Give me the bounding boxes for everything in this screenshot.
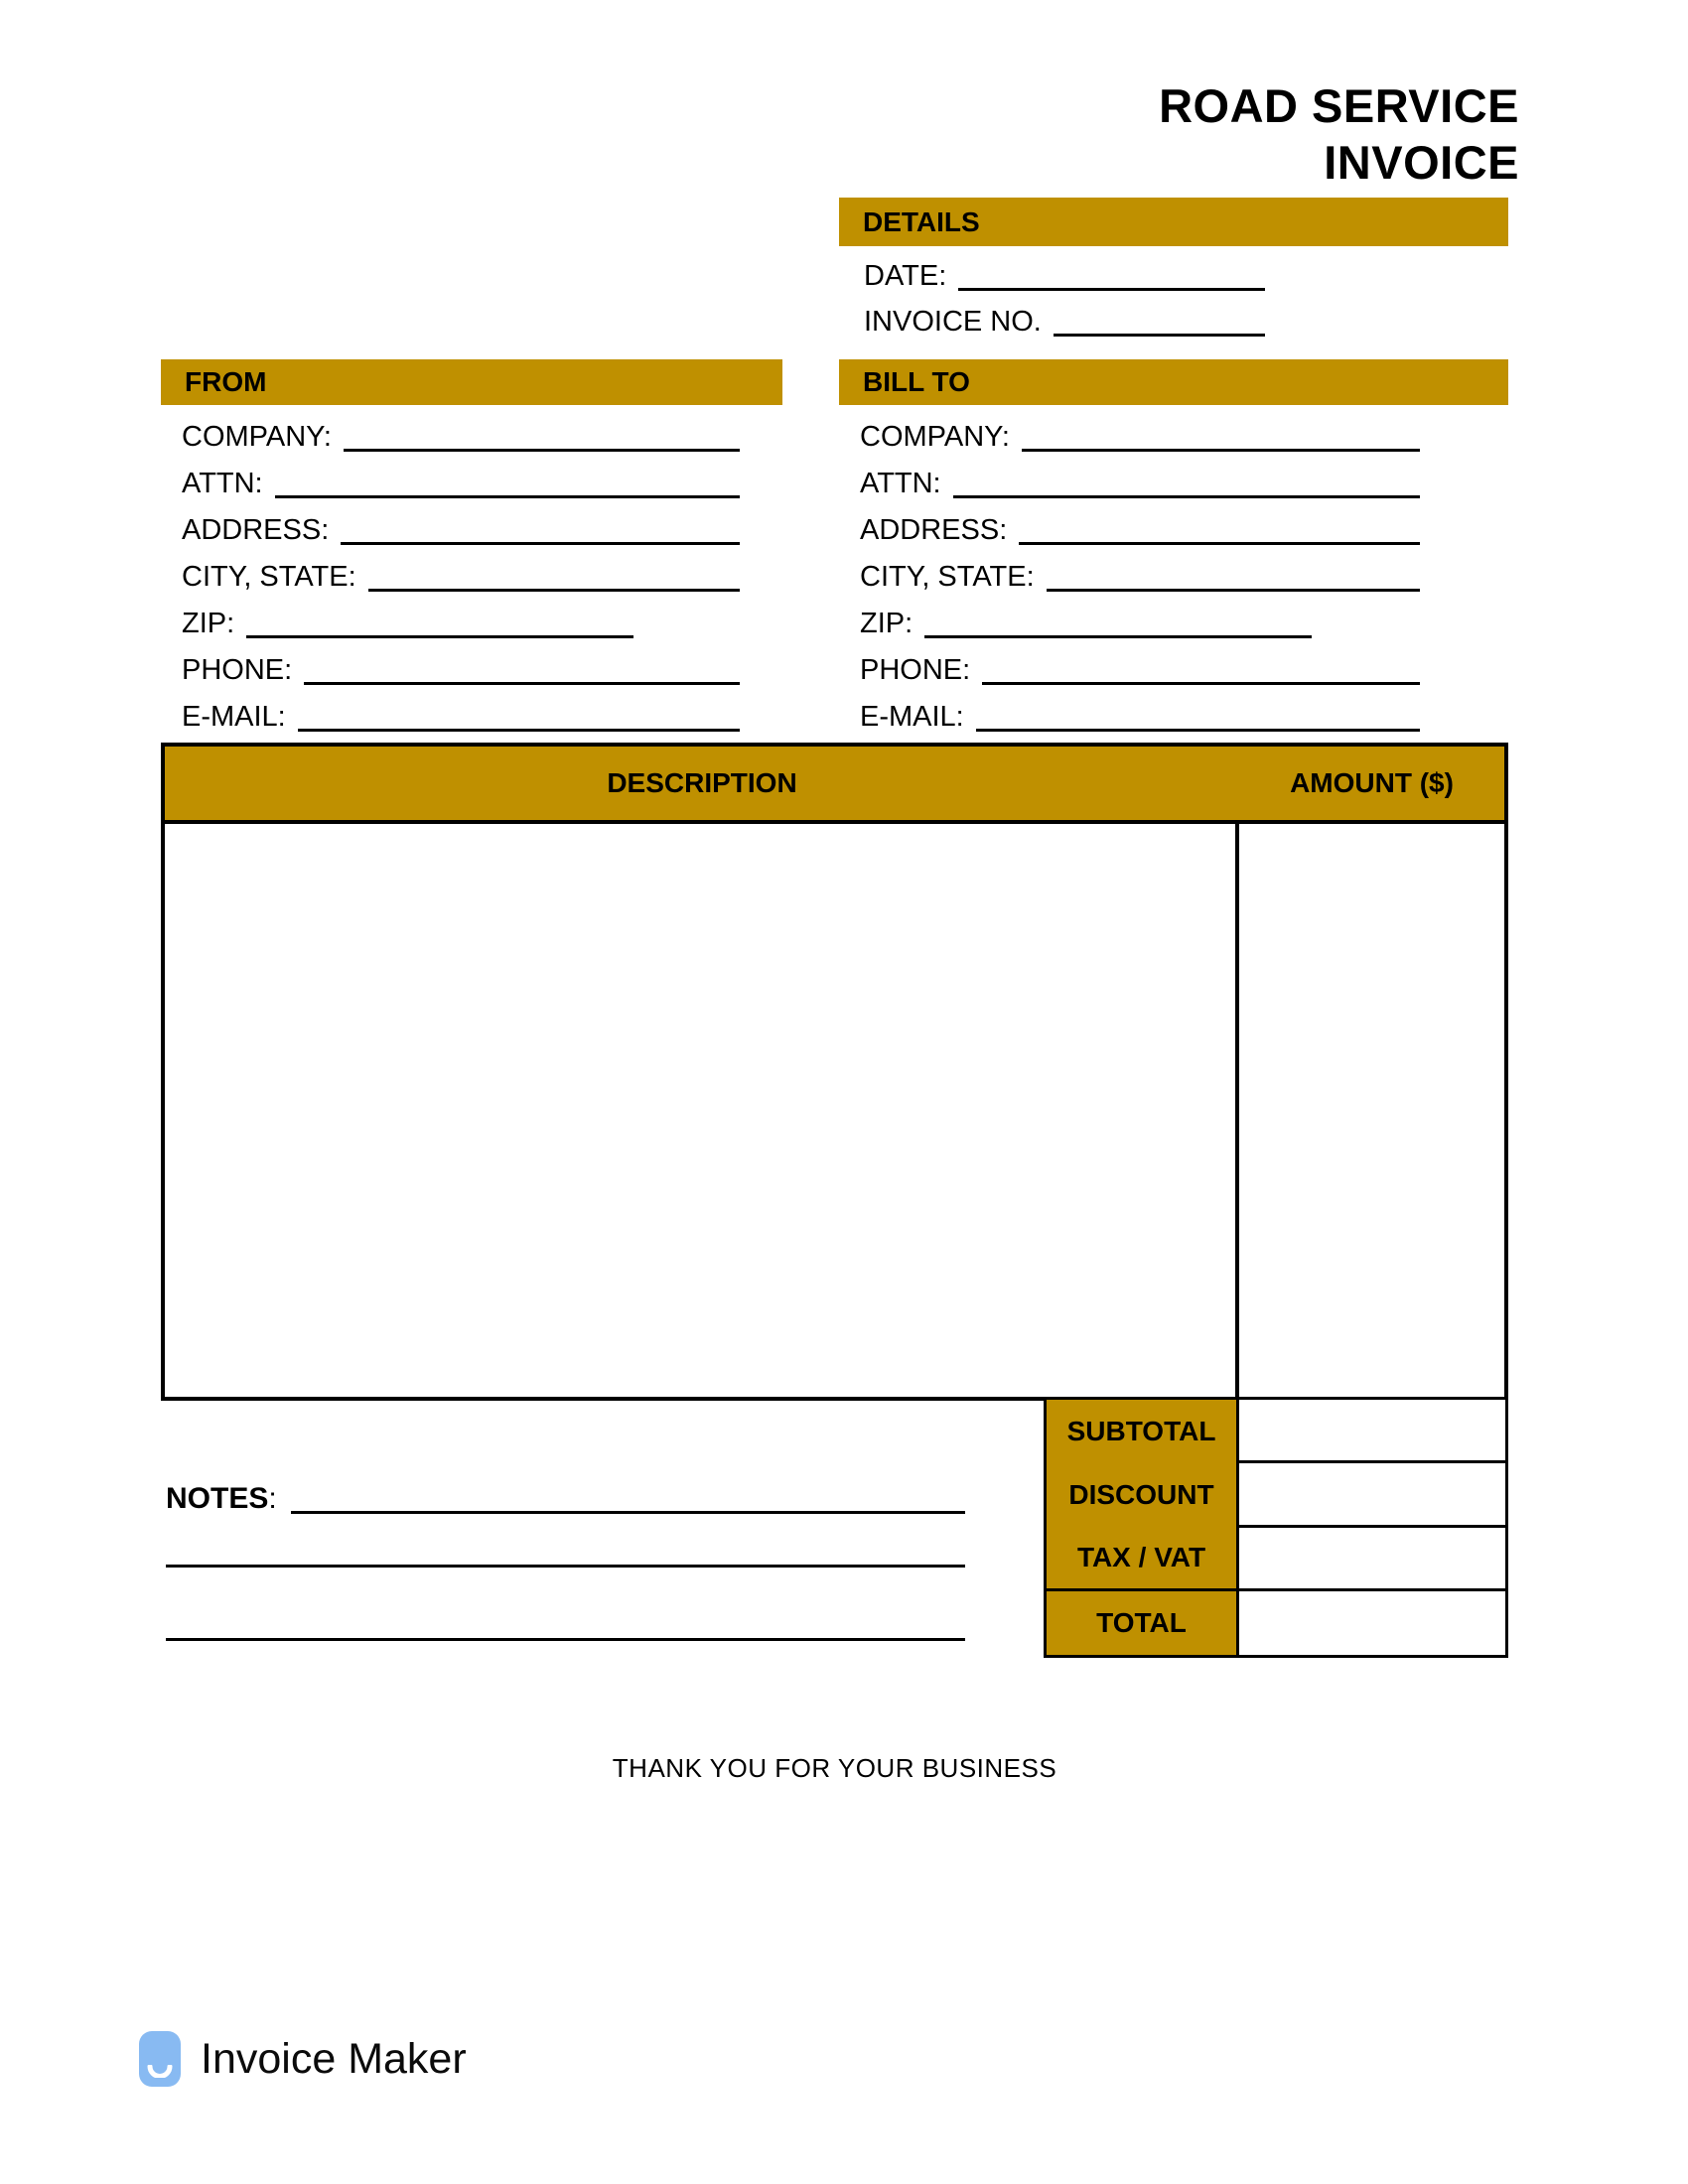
from-address-row — [182, 503, 740, 550]
date-field-row — [864, 250, 1265, 296]
from-address-label: ADDRESS: — [182, 514, 330, 546]
description-column-header: DESCRIPTION — [607, 767, 797, 798]
from-header-label: FROM — [185, 366, 267, 397]
bill-to-phone-row — [860, 643, 1420, 690]
from-email-row — [182, 690, 740, 737]
from-header-bar — [161, 359, 782, 405]
bill-to-address-row — [860, 503, 1420, 550]
notes-label: NOTES — [166, 1482, 269, 1515]
tax-vat-value-cell — [1239, 1528, 1505, 1591]
total-row — [1047, 1591, 1505, 1655]
bill-to-phone-blank-line — [982, 679, 1420, 685]
totals-table — [1044, 1397, 1508, 1658]
brand-logo — [139, 2031, 467, 2087]
notes-colon: : — [268, 1482, 277, 1515]
from-city-state-row — [182, 550, 740, 597]
bill-to-company-label: COMPANY: — [860, 421, 1010, 453]
notes-blank-line-2 — [166, 1565, 965, 1568]
total-value-cell — [1239, 1591, 1505, 1655]
smile-icon — [147, 2065, 173, 2078]
bill-to-address-label: ADDRESS: — [860, 514, 1008, 546]
bill-to-email-blank-line — [976, 726, 1420, 732]
notes-blank-line-1 — [291, 1508, 965, 1514]
bill-to-city-state-label: CITY, STATE: — [860, 561, 1035, 593]
details-header-label: DETAILS — [863, 205, 980, 237]
items-table — [161, 743, 1508, 1401]
items-table-body — [165, 824, 1504, 1397]
items-table-header — [165, 747, 1504, 824]
bill-to-zip-row — [860, 597, 1420, 643]
from-attn-label: ATTN: — [182, 468, 263, 499]
bill-to-header-bar — [839, 359, 1508, 405]
discount-row — [1047, 1463, 1505, 1527]
from-company-label: COMPANY: — [182, 421, 332, 453]
page-title — [1159, 77, 1519, 191]
bill-to-city-state-row — [860, 550, 1420, 597]
page-title-line2: INVOICE — [1324, 136, 1519, 189]
subtotal-row — [1047, 1400, 1505, 1463]
from-company-blank-line — [344, 446, 740, 452]
from-phone-label: PHONE: — [182, 654, 293, 686]
from-phone-blank-line — [304, 679, 740, 685]
notes-blank-line-3 — [166, 1638, 965, 1641]
details-fields — [864, 250, 1265, 341]
from-address-blank-line — [341, 539, 740, 545]
amount-cell — [1239, 824, 1504, 1397]
subtotal-label: SUBTOTAL — [1047, 1400, 1239, 1463]
bill-to-email-row — [860, 690, 1420, 737]
bill-to-header-label: BILL TO — [863, 366, 970, 397]
date-label: DATE: — [864, 260, 947, 292]
invoice-maker-logo-icon — [139, 2031, 181, 2087]
from-company-row — [182, 410, 740, 457]
from-email-label: E-MAIL: — [182, 701, 286, 733]
page-title-line1: ROAD SERVICE — [1159, 79, 1519, 132]
bill-to-phone-label: PHONE: — [860, 654, 971, 686]
bill-to-zip-label: ZIP: — [860, 608, 914, 639]
discount-value-cell — [1239, 1463, 1505, 1527]
from-zip-row — [182, 597, 740, 643]
bill-to-address-blank-line — [1019, 539, 1420, 545]
notes-row — [166, 1478, 965, 1518]
from-phone-row — [182, 643, 740, 690]
from-zip-blank-line — [246, 632, 633, 638]
from-city-state-blank-line — [368, 586, 740, 592]
bill-to-company-row — [860, 410, 1420, 457]
bill-to-company-blank-line — [1022, 446, 1420, 452]
amount-column-header: AMOUNT ($) — [1290, 767, 1454, 798]
subtotal-value-cell — [1239, 1400, 1505, 1463]
bill-to-zip-blank-line — [924, 632, 1312, 638]
details-header-bar — [839, 198, 1508, 246]
from-email-blank-line — [298, 726, 740, 732]
from-zip-label: ZIP: — [182, 608, 235, 639]
from-fields — [182, 410, 740, 737]
invoice-number-label: INVOICE NO. — [864, 306, 1042, 338]
discount-label: DISCOUNT — [1047, 1463, 1239, 1527]
from-attn-blank-line — [275, 492, 740, 498]
tax-vat-label: TAX / VAT — [1047, 1528, 1239, 1591]
from-city-state-label: CITY, STATE: — [182, 561, 356, 593]
invoice-number-field-row — [864, 296, 1265, 341]
bill-to-attn-row — [860, 457, 1420, 503]
bill-to-attn-blank-line — [953, 492, 1420, 498]
bill-to-email-label: E-MAIL: — [860, 701, 964, 733]
invoice-number-blank-line — [1054, 331, 1265, 337]
description-cell — [165, 824, 1239, 1397]
thank-you-text: THANK YOU FOR YOUR BUSINESS — [612, 1753, 1057, 1783]
total-label: TOTAL — [1047, 1591, 1239, 1655]
bill-to-fields — [860, 410, 1420, 737]
brand-name: Invoice Maker — [201, 2034, 467, 2083]
date-blank-line — [958, 285, 1265, 291]
tax-vat-row — [1047, 1528, 1505, 1591]
bill-to-attn-label: ATTN: — [860, 468, 941, 499]
bill-to-city-state-blank-line — [1047, 586, 1420, 592]
from-attn-row — [182, 457, 740, 503]
